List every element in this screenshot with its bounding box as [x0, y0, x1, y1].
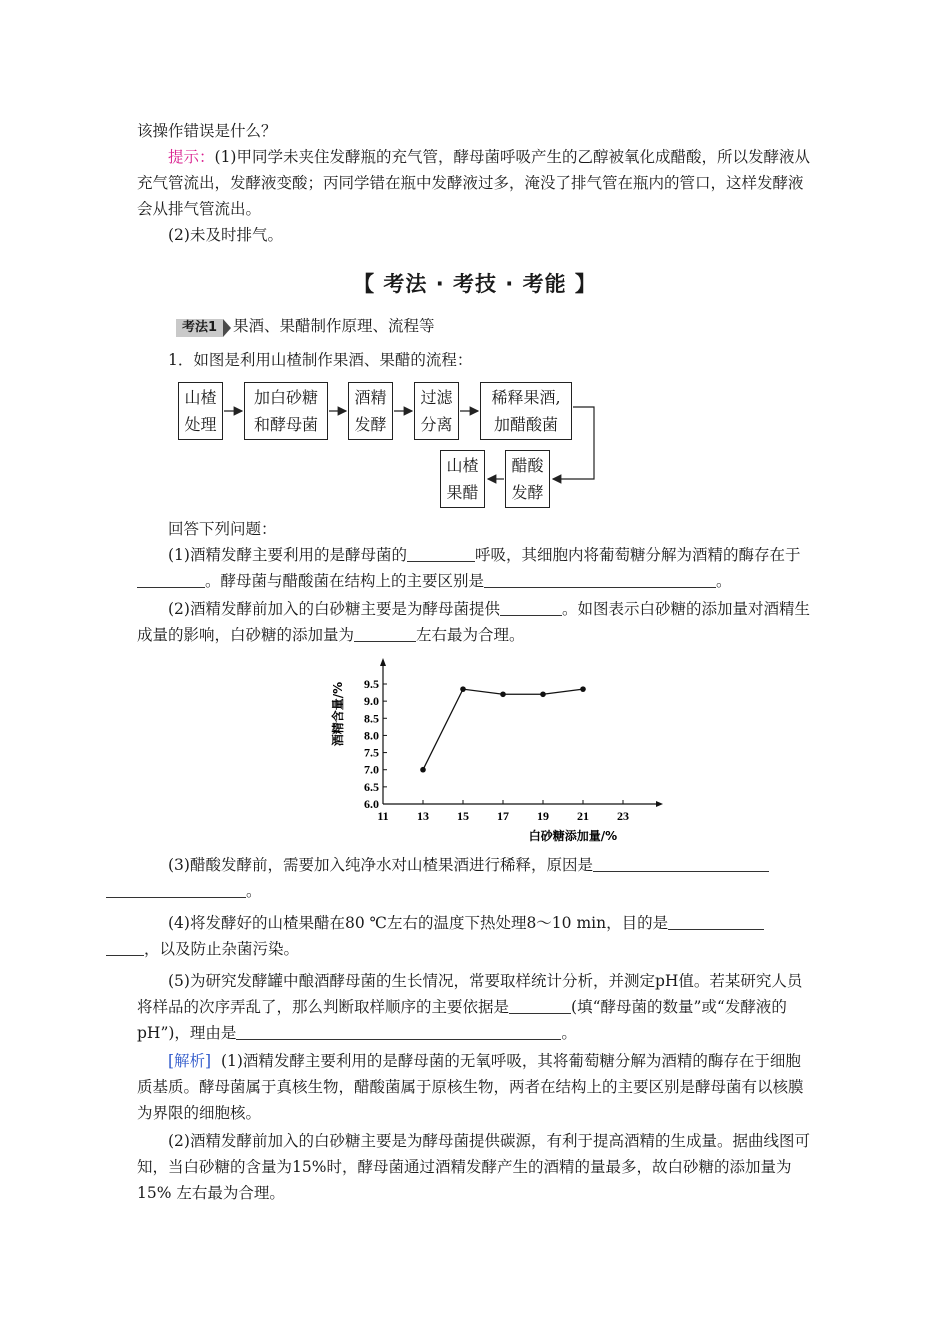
flow-arrow-5	[553, 407, 594, 479]
flow-box-add-sugar-yeast: 加白砂糖 和酵母菌	[244, 382, 328, 440]
flow-box-dilute-add-acetobacter: 稀释果酒, 加醋酸菌	[480, 382, 572, 440]
x-tick-label: 15	[457, 809, 469, 823]
x-tick-label: 19	[537, 809, 549, 823]
question-tail: 该操作错误是什么？	[137, 122, 277, 140]
question-3: (3)醋酸发酵前，需要加入纯净水对山楂果酒进行稀释，原因是 。	[137, 852, 815, 904]
flow-box-shanzha-vinegar: 山楂 果醋	[440, 450, 485, 508]
y-axis-label: 酒精含量/%	[331, 681, 345, 747]
data-point	[540, 691, 546, 697]
x-tick-label: 17	[497, 809, 509, 823]
flow-box-acetic-fermentation: 醋酸 发酵	[505, 450, 550, 508]
blank-input[interactable]	[484, 571, 716, 588]
question-5: (5)为研究发酵罐中酿酒酵母菌的生长情况，常要取样统计分析，并测定pH值。若某研究人员将样品的次序弄乱了，那么判断取样顺序的主要依据是 (填“酵母菌的数量”或“发酵液的pH”)，理由是 。	[137, 972, 803, 1042]
blank-input[interactable]	[509, 997, 571, 1014]
data-point	[580, 686, 586, 692]
y-tick-label: 9.0	[364, 694, 379, 709]
blank-input[interactable]	[137, 571, 205, 588]
x-axis-arrow	[656, 801, 663, 807]
analysis-2: (2)酒精发酵前加入的白砂糖主要是为酵母菌提供碳源，有利于提高酒精的生成量。据曲线图可知，当白砂糖的含量为15%时，酵母菌通过酒精发酵产生的酒精的量最多，故白砂糖的添加量为15% 左右最为合理。	[137, 1132, 810, 1202]
blank-input[interactable]	[106, 881, 246, 898]
question-1: (1)酒精发酵主要利用的是酵母菌的 呼吸，其细胞内将葡萄糖分解为酒精的酶存在于。酵母菌与醋酸菌在结构上的主要区别是 。	[137, 542, 815, 594]
series-line	[423, 689, 583, 770]
blank-input[interactable]	[668, 913, 764, 930]
y-tick-label: 8.5	[364, 711, 379, 726]
flow-box-alcohol-fermentation: 酒精 发酵	[348, 382, 393, 440]
y-tick-label: 7.5	[364, 745, 379, 760]
blank-input[interactable]	[236, 1023, 561, 1040]
x-tick-label: 23	[617, 809, 629, 823]
x-axis-label: 白砂糖添加量/%	[528, 829, 618, 843]
sugar-alcohol-chart	[318, 658, 663, 843]
flow-box-shanzha-process: 山楂 处理	[178, 382, 223, 440]
y-tick-label: 9.5	[364, 677, 379, 691]
blank-input[interactable]	[354, 625, 416, 642]
y-tick-label: 6.0	[364, 797, 379, 811]
tip-2: (2)未及时排气。	[168, 226, 283, 244]
blank-input[interactable]	[106, 939, 144, 956]
question-4: (4)将发酵好的山楂果醋在80 ℃左右的温度下热处理8～10 min，目的是 ，以及防止杂菌污染。	[137, 910, 815, 962]
data-point	[420, 767, 426, 773]
analysis-1: [解析] (1)酒精发酵主要利用的是酵母菌的无氧呼吸，其将葡萄糖分解为酒精的酶存在于细胞质基质。酵母菌属于真核生物，醋酸菌属于原核生物，两者在结构上的主要区别是酵母菌有以核膜为界限的细胞核。	[137, 1052, 804, 1122]
blank-input[interactable]	[500, 599, 562, 616]
method-title: 果酒、果醋制作原理、流程等	[233, 317, 435, 335]
analysis-label: [解析]	[168, 1052, 212, 1070]
flow-arrows	[0, 0, 950, 560]
tip-label: 提示：	[168, 148, 215, 166]
y-tick-label: 7.0	[364, 762, 379, 777]
y-axis-arrow	[380, 658, 386, 666]
x-tick-label: 21	[577, 809, 589, 823]
question-stem: 1．如图是利用山楂制作果酒、果醋的流程：	[168, 351, 473, 369]
flow-box-filter: 过滤 分离	[414, 382, 459, 440]
answer-prompt: 回答下列问题：	[168, 520, 277, 538]
tip-1: (1)甲同学未夹住发酵瓶的充气管，酵母菌呼吸产生的乙醇被氧化成醋酸，所以发酵液从充气管流出，发酵液变酸；丙同学错在瓶中发酵液过多，淹没了排气管在瓶内的管口，这样发酵液会从排气管流出。	[137, 148, 810, 218]
x-tick-label: 13	[417, 809, 429, 823]
data-point	[500, 691, 506, 697]
question-2: (2)酒精发酵前加入的白砂糖主要是为酵母菌提供 。如图表示白砂糖的添加量对酒精生成量的影响，白砂糖的添加量为 左右最为合理。	[137, 600, 810, 644]
blank-input[interactable]	[593, 855, 769, 872]
data-point	[460, 686, 466, 692]
x-tick-label: 11	[377, 809, 389, 823]
y-tick-label: 8.0	[364, 728, 379, 743]
y-tick-label: 6.5	[364, 779, 379, 794]
section-title: 【 考法 · 考技 · 考能 】	[353, 272, 597, 296]
blank-input[interactable]	[407, 545, 475, 562]
method-tag: 考法1	[176, 319, 223, 337]
